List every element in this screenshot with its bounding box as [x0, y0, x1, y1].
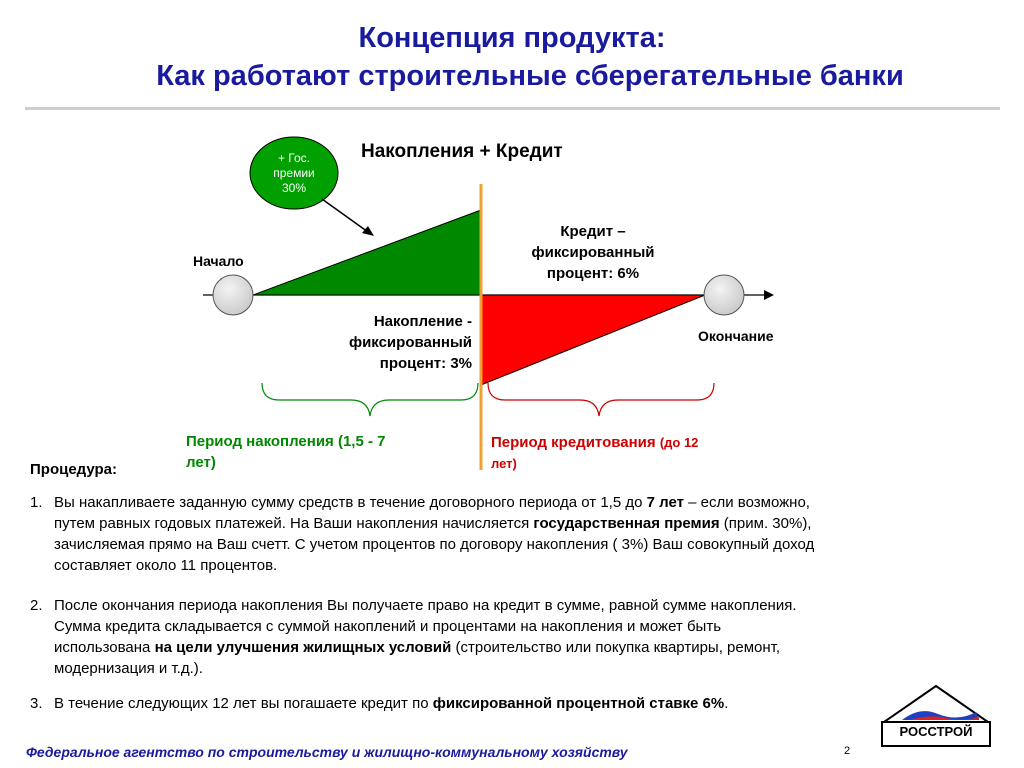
item2-text-e: модернизация и т.д.).: [54, 660, 203, 677]
start-circle: [213, 275, 253, 315]
end-circle: [704, 275, 744, 315]
bubble-pointer: [322, 199, 368, 232]
credit-label-line1: Кредит –: [560, 223, 626, 240]
credit-period-brace: [488, 383, 714, 416]
page-number: 2: [844, 745, 851, 757]
credit-period-main: Период кредитования: [491, 434, 656, 451]
footer-agency: Федеральное агентство по строительству и жилищно-коммунальному хозяйству: [26, 744, 628, 760]
slide-title-line2: Как работают строительные сберегательные банки: [156, 60, 904, 92]
procedure-item-1: [30, 492, 997, 576]
axis-arrowhead: [764, 290, 774, 300]
item3-text-b: .: [724, 695, 729, 712]
item2-text-d: (строительство или покупка квартиры, ремонт,: [451, 639, 781, 656]
start-label: Начало: [193, 253, 244, 269]
item1-text-d: (прим. 30%),: [719, 515, 812, 532]
item3-text-a: В течение следующих 12 лет вы погашаете кредит по: [54, 695, 433, 712]
item1-text-f: составляет около 11 процентов.: [54, 557, 278, 574]
savings-period-label: [186, 431, 386, 473]
credit-period-small: (до 12: [659, 435, 699, 450]
credit-period-line2: лет): [491, 456, 517, 471]
procedure-item-2: [30, 595, 997, 679]
bubble-line2: премии: [273, 166, 315, 180]
item1-text-c: путем равных годовых платежей. На Ваши накопления начисляется: [54, 515, 534, 532]
item1-text-e: зачисляемая прямо на Ваш счетт. С учетом процентов по договору накопления ( 3%) Ваш совокупный доход: [54, 536, 815, 553]
bubble-line1: + Гос.: [277, 151, 311, 165]
savings-period-line1: Период накопления (1,5 - 7: [186, 433, 386, 450]
credit-rate-label: [508, 221, 678, 284]
savings-label-line2: фиксированный: [348, 334, 472, 351]
item3-bold: фиксированной процентной ставке 6%: [432, 695, 725, 712]
savings-label-line3: процент: 3%: [379, 355, 472, 372]
credit-label-line3: процент: 6%: [546, 265, 640, 282]
savings-triangle: [253, 210, 481, 295]
item2-text-c: использована: [54, 639, 155, 656]
procedure-item-3: [30, 693, 997, 714]
item-number: 2.: [30, 597, 43, 614]
item2-bold: на цели улучшения жилищных условий: [154, 639, 452, 656]
savings-rate-label: [300, 311, 472, 374]
bubble-line3: 30%: [281, 181, 307, 195]
item1-bold-b: государственная премия: [533, 515, 720, 532]
bubble-pointer-head: [362, 226, 374, 236]
diagram-heading: Накопления + Кредит: [361, 141, 563, 162]
procedure-title: Процедура:: [30, 461, 118, 478]
savings-period-brace: [262, 383, 478, 416]
credit-triangle: [481, 295, 705, 385]
item-number: 1.: [30, 494, 43, 511]
item1-text-b: – если возможно,: [683, 494, 810, 511]
item2-text-a: После окончания периода накопления Вы получаете право на кредит в сумме, равной сумме накопления.: [54, 597, 797, 614]
logo-text: РОССТРОЙ: [899, 724, 973, 739]
item-number: 3.: [30, 695, 43, 712]
savings-period-line2: лет): [186, 454, 216, 471]
slide-title-line1: Концепция продукта:: [358, 22, 666, 54]
credit-period-label: [491, 432, 698, 474]
item1-text-a: Вы накапливаете заданную сумму средств в течение договорного периода от 1,5 до: [54, 494, 647, 511]
end-label: Окончание: [698, 328, 774, 344]
item1-bold-a: 7 лет: [646, 494, 684, 511]
item2-text-b: Сумма кредита складывается с суммой накоплений и процентами на накопления и может быть: [54, 618, 722, 635]
savings-label-line1: Накопление -: [373, 313, 472, 330]
credit-label-line2: фиксированный: [531, 244, 655, 261]
